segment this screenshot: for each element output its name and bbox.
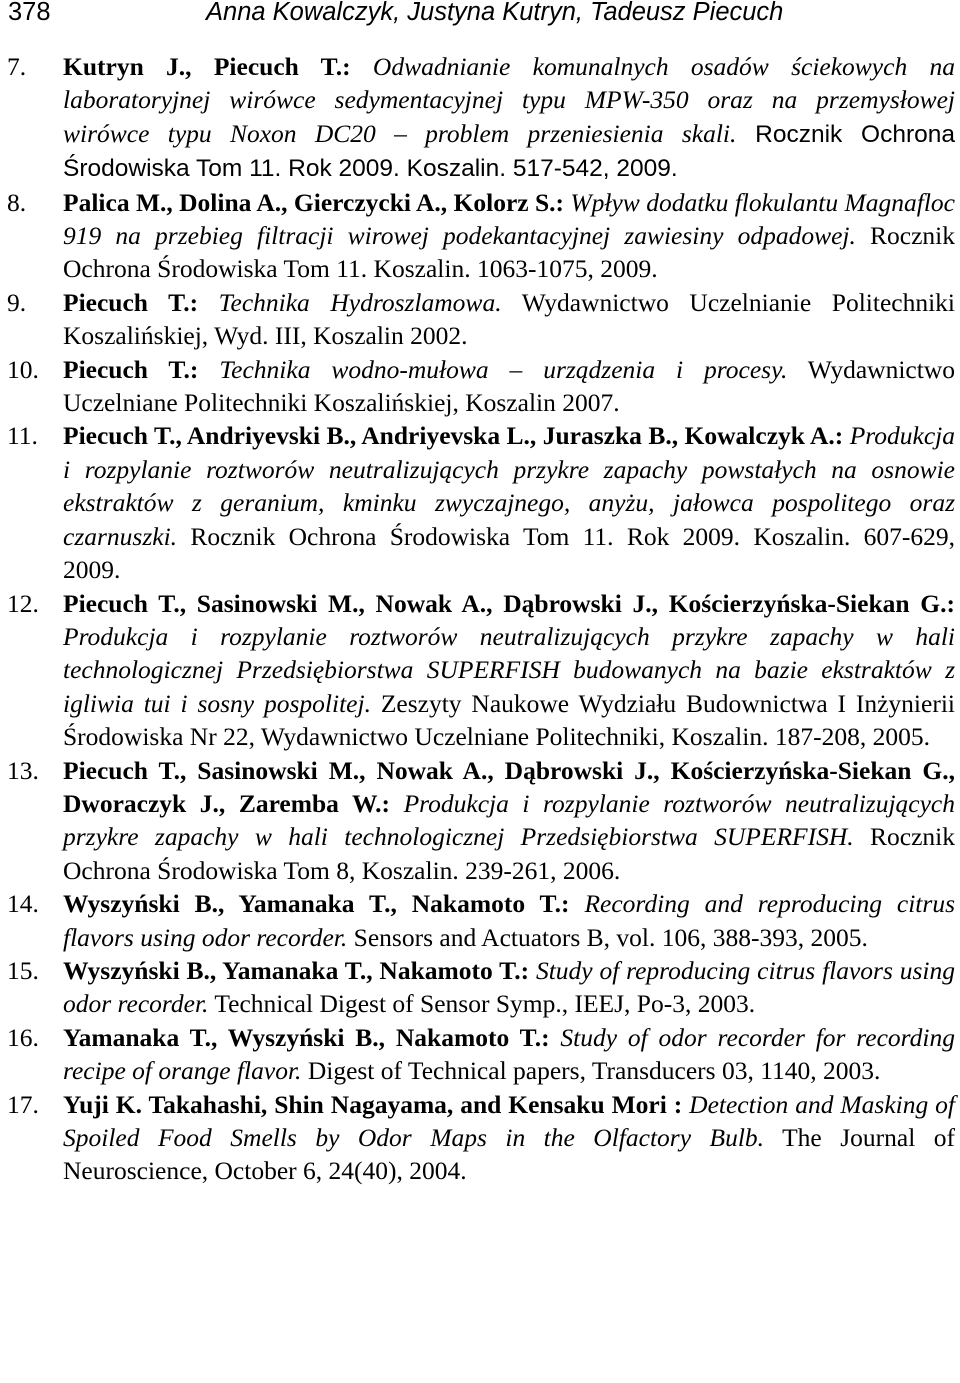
reference-source: Rocznik Ochrona Środowiska Tom 11. Koszalin. 1063-1075, 2009.: [63, 221, 956, 284]
reference-number: 12.: [7, 588, 39, 618]
reference-source: Wydawnictwo Uczelnianie Politechniki Koszalińskiej, Wyd. III, Koszalin 2002.: [63, 287, 956, 351]
reference-authors: Kutryn J., Piecuch T.: [63, 52, 343, 81]
reference-title: Wpływ dodatku flokulantu Magnafloc 919 na przebieg filtracji wirowej podekantacyjnej zawiesiny odpadowej.: [63, 187, 955, 251]
reference-number: 9.: [7, 287, 27, 317]
reference-source: Technical Digest of Sensor Symp., IEEJ, Po-3, 2003.: [208, 989, 756, 1019]
reference-number: 15.: [7, 955, 39, 985]
reference-authors: Piecuch T., Sasinowski M., Nowak A., Dąbrowski J., Kościerzyńska-Siekan G.: [63, 588, 947, 618]
reference-authors: Piecuch T.: [63, 354, 190, 384]
reference-number: 13.: [7, 755, 39, 785]
reference-item: [0, 954, 960, 1021]
reference-item: [0, 1021, 960, 1088]
reference-separator: :: [555, 187, 571, 217]
reference-title: Study of odor recorder for recording recipe of orange flavor.: [63, 1022, 955, 1086]
reference-authors: Yuji K. Takahashi, Shin Nagayama, and Kensaku Mori: [63, 1089, 667, 1119]
reference-number: 17.: [7, 1089, 39, 1119]
reference-item: [0, 50, 960, 186]
reference-title: Study of reproducing citrus flavors using odor recorder.: [63, 955, 955, 1019]
reference-source: Rocznik Ochrona Środowiska Tom 8, Koszalin. 239-261, 2006.: [63, 822, 955, 885]
reference-item: [0, 754, 960, 888]
reference-item: [0, 887, 960, 954]
reference-title: Produkcja i rozpylanie roztworów neutralizujących przykre zapachy powstałych na osnowie ekstraktów z geranium, kminku zwyczajnego, anyżu, jałowca pospolitego oraz czarnuszki.: [63, 421, 955, 551]
reference-authors: Piecuch T.: [63, 287, 190, 317]
reference-list: [0, 50, 960, 1188]
reference-number: 11.: [7, 421, 38, 451]
reference-number: 14.: [7, 889, 39, 919]
reference-authors: Palica M., Dolina A., Gierczycki A., Kolorz S.: [63, 187, 556, 217]
reference-source: The Journal of Neuroscience, October 6, 24(40), 2004.: [63, 1123, 956, 1186]
reference-item: [0, 1088, 960, 1188]
reference-authors: Piecuch T., Andriyevski B., Andriyevska L., Juraszka B., Kowalczyk A.: [63, 421, 835, 451]
reference-authors: Wyszyński B., Yamanaka T., Nakamoto T.: [63, 889, 562, 919]
reference-separator: :: [520, 955, 536, 985]
reference-authors: Piecuch T., Sasinowski M., Nowak A., Dąbrowski J., Kościerzyńska-Siekan G., Dworaczyk J., Zaremba W.: [63, 755, 955, 818]
reference-title: Technika wodno-mułowa – urządzenia i procesy.: [219, 354, 788, 384]
reference-separator: :: [541, 1022, 561, 1052]
reference-authors: Yamanaka T., Wyszyński B., Nakamoto T.: [63, 1022, 542, 1052]
reference-separator: :: [381, 788, 404, 818]
reference-item: [0, 286, 960, 353]
reference-source: Zeszyty Naukowe Wydziału Budownictwa I Inżynierii Środowiska Nr 22, Wydawnictwo Uczelniane Politechniki, Koszalin. 187-208, 2005.: [63, 688, 955, 752]
reference-number: 16.: [7, 1022, 39, 1052]
reference-separator: :: [189, 287, 219, 317]
reference-number: 8.: [7, 187, 27, 217]
reference-item: [0, 587, 960, 754]
reference-item: [0, 353, 960, 420]
reference-source: Rocznik Ochrona Środowiska Tom 11. Rok 2009. Koszalin. 607-629, 2009.: [63, 521, 955, 585]
reference-source: Digest of Technical papers, Transducers 03, 1140, 2003.: [301, 1056, 881, 1086]
reference-title: Produkcja i rozpylanie roztworów neutralizujących przykre zapachy w hali technologicznej Przedsiębiorstwa SUPERFISH.: [63, 788, 955, 852]
reference-source: Rocznik Ochrona Środowiska Tom 11. Rok 2009. Koszalin. 517-542, 2009.: [63, 120, 955, 183]
reference-separator: :: [834, 421, 850, 451]
reference-authors: Wyszyński B., Yamanaka T., Nakamoto T.: [63, 955, 521, 985]
reference-source: Sensors and Actuators B, vol. 106, 388-393, 2005.: [347, 922, 868, 952]
reference-number: 10.: [7, 354, 39, 384]
reference-title: Odwadnianie komunalnych osadów ściekowych na laboratoryjnej wirówce sedymentacyjnej typu MPW-350 oraz na przemysłowej wirówce typu Noxon DC20 – problem przeniesienia skali.: [63, 52, 955, 148]
reference-separator: :: [561, 889, 585, 919]
reference-separator: :: [342, 52, 373, 81]
reference-title: Technika Hydroszlamowa.: [218, 287, 502, 317]
reference-source: Wydawnictwo Uczelniane Politechniki Koszalińskiej, Koszalin 2007.: [63, 354, 955, 418]
reference-item: [0, 419, 960, 586]
reference-separator: :: [189, 354, 220, 384]
reference-number: 7.: [7, 52, 27, 81]
page-header: [8, 0, 954, 28]
reference-separator: :: [946, 588, 955, 618]
reference-title: Recording and reproducing citrus flavors using odor recorder.: [63, 889, 955, 952]
running-title: Anna Kowalczyk, Justyna Kutryn, Tadeusz Piecuch: [206, 0, 784, 26]
reference-title: Detection and Masking of Spoiled Food Smells by Odor Maps in the Olfactory Bulb.: [63, 1089, 955, 1152]
reference-title: Produkcja i rozpylanie roztworów neutralizujących przykre zapachy w hali technologicznej Przedsiębiorstwa SUPERFISH budowanych na bazie ekstraktów z igliwia tui i sosny pospolitej.: [63, 621, 955, 718]
reference-item: [0, 186, 960, 286]
reference-separator: :: [666, 1089, 690, 1119]
page-number: 378: [8, 0, 51, 26]
